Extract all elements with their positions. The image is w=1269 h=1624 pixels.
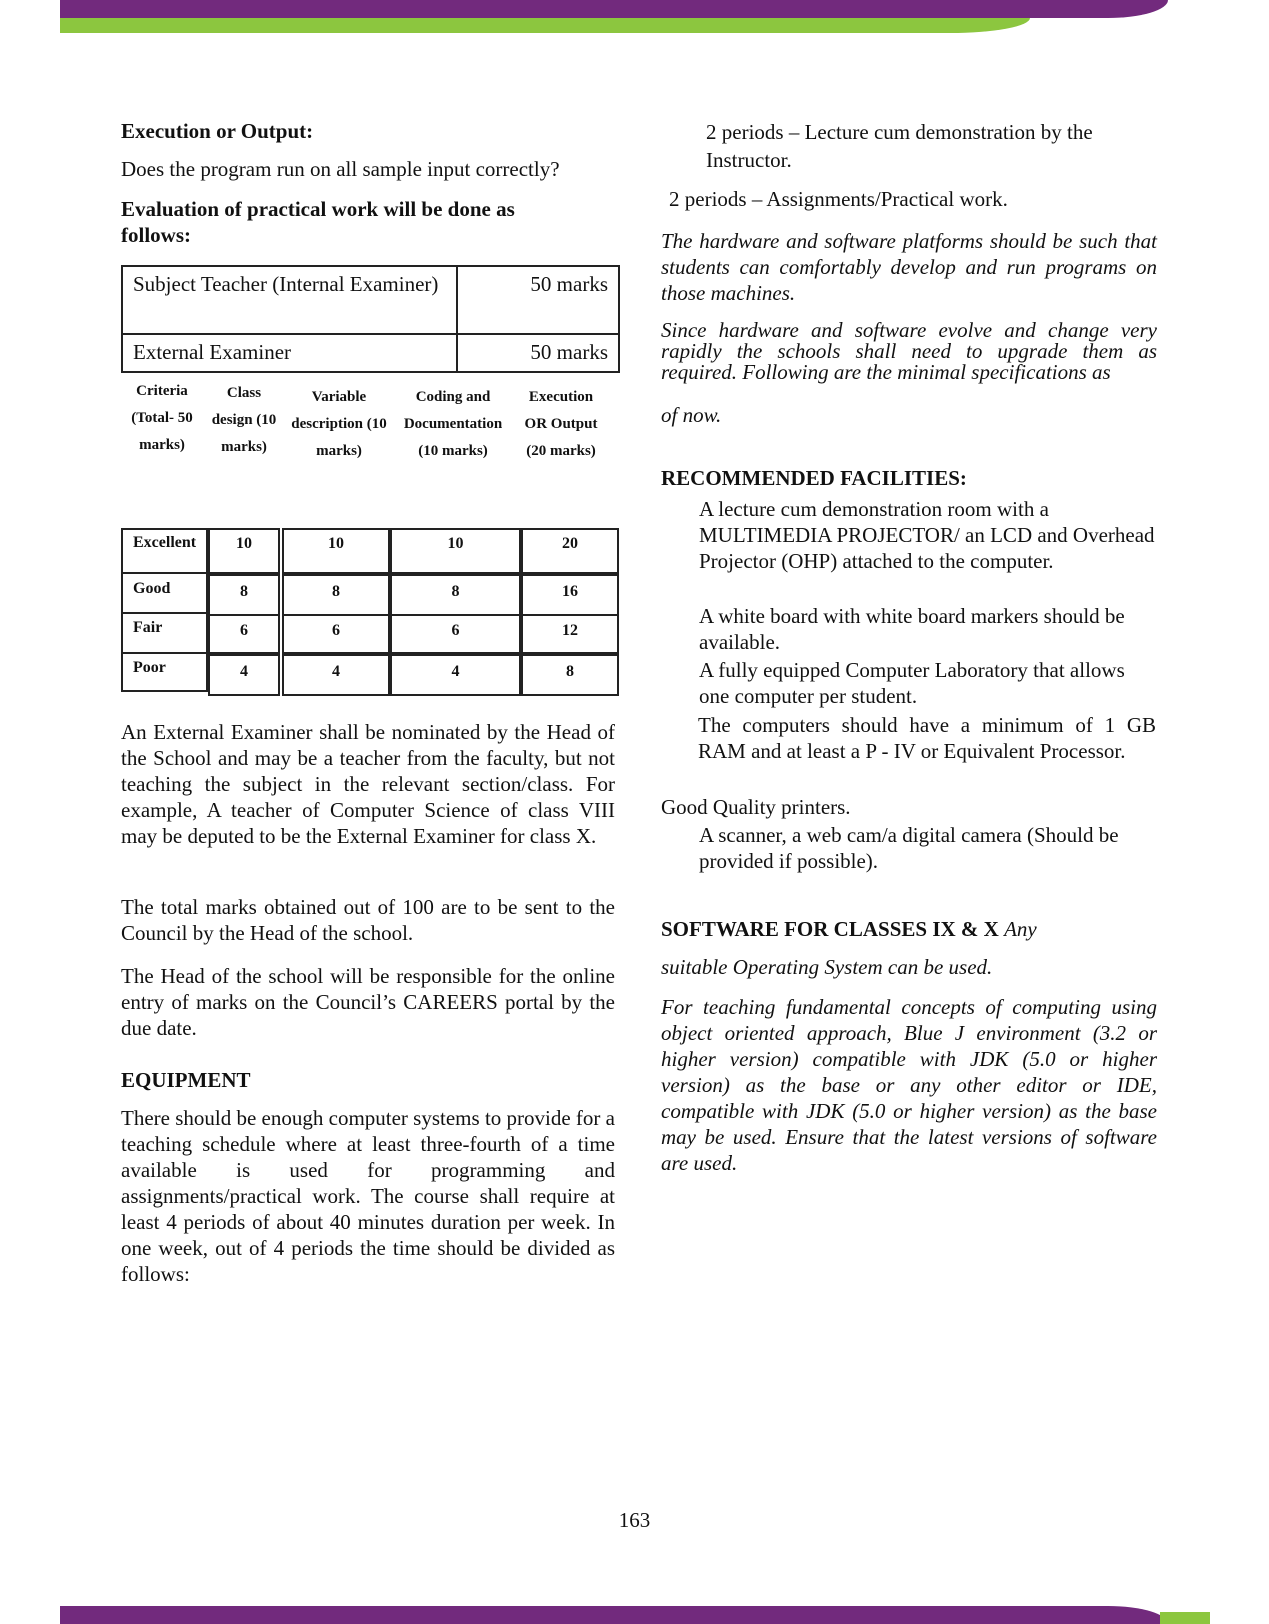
footer-green-band xyxy=(1160,1612,1210,1624)
score-cell: 8 xyxy=(390,574,521,616)
of-now-text: of now. xyxy=(661,403,722,427)
score-cell: 8 xyxy=(521,654,619,696)
marks-value: 50 marks xyxy=(457,266,619,334)
score-cell: 16 xyxy=(521,574,619,616)
row-label: Excellent xyxy=(121,528,208,574)
total-marks-paragraph: The total marks obtained out of 100 are to be sent to the Council by the Head of the school. xyxy=(121,895,615,945)
facility-item: A scanner, a web cam/a digital camera (Should be provided if possible). xyxy=(699,823,1119,873)
score-cell: 6 xyxy=(390,614,521,654)
row-label: Fair xyxy=(121,612,208,654)
score-cell: 4 xyxy=(208,654,280,696)
facilities-heading: RECOMMENDED FACILITIES: xyxy=(661,466,967,490)
facility-item: A fully equipped Computer Laboratory that allows one computer per student. xyxy=(699,658,1125,708)
marks-label: External Examiner xyxy=(122,334,457,372)
score-cell: 4 xyxy=(390,654,521,696)
head-responsibility-paragraph: The Head of the school will be responsible for the online entry of marks on the Council’s CAREERS portal by the due date. xyxy=(121,964,615,1040)
score-cell: 12 xyxy=(521,614,619,654)
header-green-band xyxy=(60,18,1030,33)
marks-table xyxy=(121,265,620,373)
score-cell: 20 xyxy=(521,528,619,574)
software-heading: SOFTWARE FOR CLASSES IX & X xyxy=(661,917,999,941)
periods-practical: 2 periods – Assignments/Practical work. xyxy=(669,187,1008,211)
software-any: Any xyxy=(1004,917,1037,941)
facility-item: A lecture cum demonstration room with a MULTIMEDIA PROJECTOR/ an LCD and Overhead Projector (OHP) attached to the computer. xyxy=(699,497,1155,573)
score-cell: 6 xyxy=(208,614,280,654)
facility-item: The computers should have a minimum of 1 GB RAM and at least a P - IV or Equivalent Processor. xyxy=(698,713,1156,763)
score-cell: 10 xyxy=(282,528,390,574)
evolve-paragraph: Since hardware and software evolve and change very rapidly the schools shall need to upgrade them as required. Following are the minimal specifications as xyxy=(661,318,1157,384)
row-label: Good xyxy=(121,572,208,614)
software-os-text: suitable Operating System can be used. xyxy=(661,955,993,979)
marks-label: Subject Teacher (Internal Examiner) xyxy=(122,266,457,334)
equipment-paragraph: There should be enough computer systems to provide for a teaching schedule where at least three-fourth of a time available is used for programming and assignments/practical work. The course shall require at least 4 periods of about 40 minutes duration per week. In one week, out of 4 periods the time should be divided as follows: xyxy=(121,1106,615,1286)
evaluation-heading: Evaluation of practical work will be done as follows: xyxy=(121,197,515,247)
facility-item: Good Quality printers. xyxy=(661,795,851,819)
coding-documentation-header: Coding and Documentation (10 marks) xyxy=(403,389,503,459)
header-purple-band xyxy=(60,0,1168,18)
page-number: 163 xyxy=(618,1508,651,1532)
criteria-header: Criteria (Total- 50 marks) xyxy=(131,383,193,453)
score-cell: 10 xyxy=(390,528,521,574)
software-paragraph: For teaching fundamental concepts of computing using object oriented approach, Blue J environment (3.2 or higher version) compatible with JDK (5.0 or higher version) as the base or any other editor or IDE, compatible with JDK (5.0 or higher version) as the base may be used. Ensure that the latest versions of software are used. xyxy=(661,995,1157,1175)
score-cell: 10 xyxy=(208,528,280,574)
execution-output-header: Execution OR Output (20 marks) xyxy=(524,389,598,459)
score-cell: 6 xyxy=(282,614,390,654)
marks-value: 50 marks xyxy=(457,334,619,372)
variable-description-header: Variable description (10 marks) xyxy=(291,389,387,459)
facility-item: A white board with white board markers should be available. xyxy=(699,604,1125,654)
software-heading-line xyxy=(661,916,1157,942)
footer-purple-band xyxy=(60,1606,1168,1624)
equipment-heading: EQUIPMENT xyxy=(121,1068,251,1092)
execution-question: Does the program run on all sample input correctly? xyxy=(121,157,560,181)
score-cell: 8 xyxy=(282,574,390,616)
score-cell: 8 xyxy=(208,574,280,616)
execution-heading: Execution or Output: xyxy=(121,119,314,143)
marks-row-internal xyxy=(122,266,619,334)
external-examiner-paragraph: An External Examiner shall be nominated by the Head of the School and may be a teacher from the faculty, but not teaching the subject in the relevant section/class. For example, A teacher of Computer Science of class VIII may be deputed to be the External Examiner for class X. xyxy=(121,720,615,848)
class-design-header: Class design (10 marks) xyxy=(211,385,277,455)
periods-lecture: 2 periods – Lecture cum demonstration by the Instructor. xyxy=(706,120,1093,172)
hardware-paragraph: The hardware and software platforms should be such that students can comfortably develop and run programs on those machines. xyxy=(661,229,1157,305)
score-cell: 4 xyxy=(282,654,390,696)
marks-row-external xyxy=(122,334,619,372)
row-label: Poor xyxy=(121,652,208,692)
